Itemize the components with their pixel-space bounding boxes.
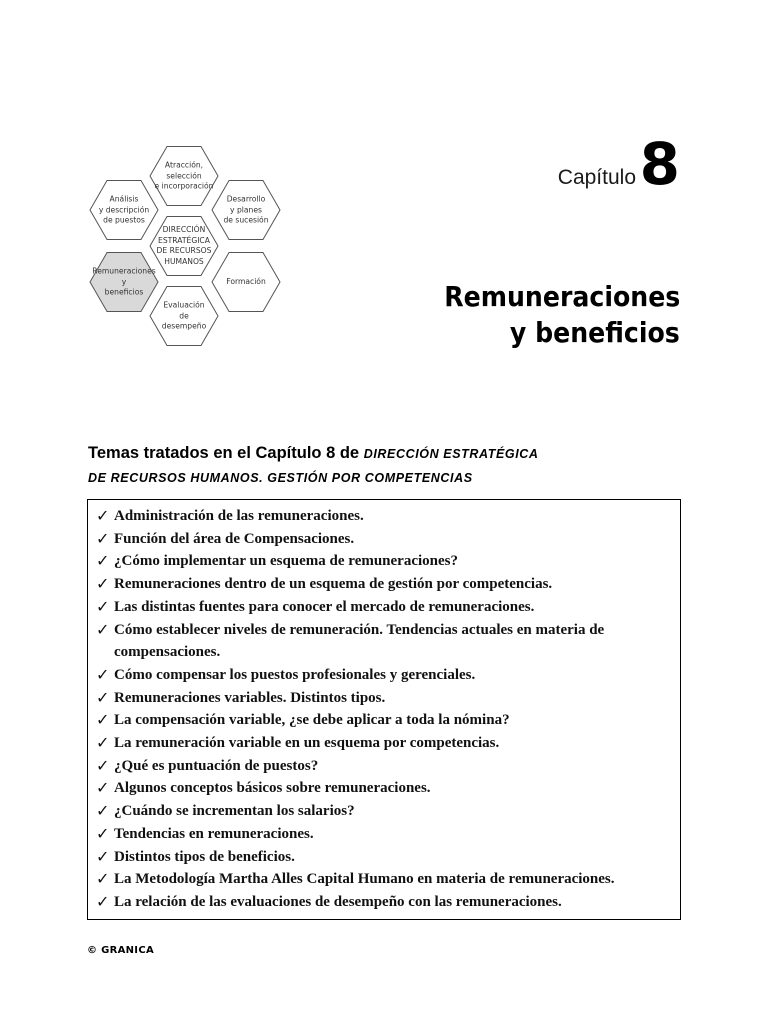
topic-text: Remuneraciones variables. Distintos tipos. [114,689,386,706]
topic-item [96,732,680,755]
hexagon-label-line: de sucesión [223,215,269,225]
chapter-number: 8 [639,130,680,198]
topic-text: Cómo establecer niveles de remuneración. Tendencias actuales en materia de compensaciones. [114,621,605,661]
topic-text: ¿Cómo implementar un esquema de remuneraciones? [114,553,459,570]
topic-text: La remuneración variable en un esquema por competencias. [114,735,500,752]
topic-item [96,755,680,778]
topic-item [96,619,680,664]
topics-list [88,500,680,914]
hexagon-label-line: ESTRATÉGICA [158,235,210,245]
topic-text: Algunos conceptos básicos sobre remuneraciones. [114,780,431,797]
hexagon-label-line: de [179,310,189,320]
hexagon-label-line: Evaluación [163,300,205,310]
book-title-part-2: DE RECURSOS HUMANOS. GESTIÓN POR COMPETENCIAS [88,471,473,485]
checkmark-icon: ✓ [96,755,110,775]
hexagon-label-direccion [145,225,223,267]
checkmark-icon: ✓ [96,551,110,571]
checkmark-icon: ✓ [96,664,110,684]
topic-text: La Metodología Martha Alles Capital Humano en materia de remuneraciones. [114,871,615,888]
topic-item [96,777,680,800]
checkmark-icon: ✓ [96,619,110,639]
chapter-title-line-2: y beneficios [510,316,680,349]
topic-item [96,868,680,891]
topic-item [96,664,680,687]
hexagon-label-evaluacion [145,300,223,332]
topic-text: Tendencias en remuneraciones. [114,825,314,842]
book-title-part-1: DIRECCIÓN ESTRATÉGICA [363,447,539,461]
hexagon-label-line: Análisis [109,194,139,204]
hexagon-label-analisis [85,194,163,226]
topic-item [96,687,680,710]
checkmark-icon: ✓ [96,733,110,753]
topic-item [96,528,680,551]
checkmark-icon: ✓ [96,778,110,798]
hexagon-label-formacion [207,277,285,288]
topic-text: Función del área de Compensaciones. [114,530,355,547]
checkmark-icon: ✓ [96,506,110,525]
hexagon-diagram [84,140,294,355]
checkmark-icon: ✓ [96,528,110,548]
topic-item [96,573,680,596]
hexagon-label-line: Remuneraciones [92,266,156,276]
checkmark-icon: ✓ [96,574,110,594]
topic-text: Cómo compensar los puestos profesionales y gerenciales. [114,666,476,683]
checkmark-icon: ✓ [96,710,110,730]
hexagon-label-line: Atracción, [164,160,204,170]
checkmark-icon: ✓ [96,801,110,821]
hexagon-label-line: e incorporación [154,181,214,191]
checkmark-icon: ✓ [96,869,110,889]
topic-item [96,505,680,528]
topics-header [88,441,688,490]
hexagon-label-atraccion [145,160,223,192]
hexagon-label-line: HUMANOS [164,256,204,266]
checkmark-icon: ✓ [96,596,110,616]
hexagon-label-line: desempeño [161,321,207,331]
topic-item [96,709,680,732]
checkmark-icon: ✓ [96,823,110,843]
topic-item [96,800,680,823]
topic-text: ¿Cuándo se incrementan los salarios? [114,803,355,820]
topic-text: Administración de las remuneraciones. [114,508,364,524]
topic-text: La relación de las evaluaciones de desempeño con las remuneraciones. [114,893,562,910]
hexagon-label-line: selección [166,170,202,180]
topic-item [96,846,680,869]
topic-text: Remuneraciones dentro de un esquema de gestión por competencias. [114,576,553,593]
topic-text: Distintos tipos de beneficios. [114,848,295,865]
hexagon-label-line: DIRECCIÓN [162,225,206,234]
topics-header-text: Temas tratados en el Capítulo 8 de [88,444,364,462]
hexagon-label-line: Formación [226,276,266,286]
copyright-footer: © GRANICA [87,945,154,956]
topic-item [96,823,680,846]
chapter-label: Capítulo [557,166,636,189]
hexagon-label-line: y [121,276,127,286]
hexagon-label-line: Desarrollo [226,194,266,204]
hexagon-label-line: beneficios [104,287,144,297]
hexagon-label-line: y descripción [98,204,150,214]
hexagon-label-desarrollo [207,194,285,226]
checkmark-icon: ✓ [96,846,110,866]
checkmark-icon: ✓ [96,891,110,911]
checkmark-icon: ✓ [96,687,110,707]
hexagon-label-remuneraciones [85,266,163,298]
topic-item [96,550,680,573]
topic-item [96,596,680,619]
hexagon-label-line: DE RECURSOS [156,246,212,255]
chapter-title-line-1: Remuneraciones [443,280,680,313]
hexagon-label-line: de puestos [103,215,145,225]
topic-text: Las distintas fuentes para conocer el mercado de remuneraciones. [114,598,535,615]
topics-box [87,499,681,920]
topic-text: ¿Qué es puntuación de puestos? [114,757,319,774]
topic-text: La compensación variable, ¿se debe aplicar a toda la nómina? [114,712,510,729]
hexagon-label-line: y planes [230,204,262,214]
topic-item [96,891,680,914]
